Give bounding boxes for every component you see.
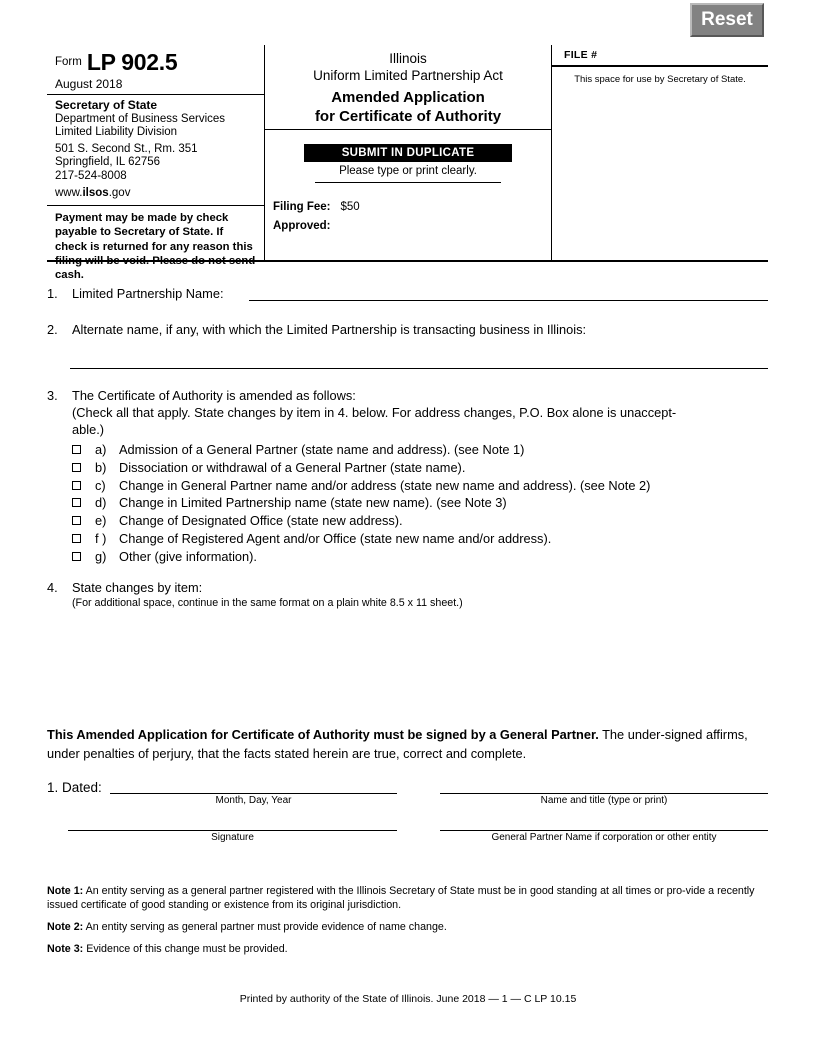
reset-button[interactable]: Reset — [690, 3, 764, 37]
filing-fee-label: Filing Fee: — [273, 201, 331, 213]
affirmation-statement — [47, 726, 768, 763]
affirmation-bold-text: This Amended Application for Certificate of Authority must be signed by a General Partner. — [47, 727, 599, 742]
note-3 — [47, 942, 768, 956]
item-2-number: 2. — [47, 322, 58, 337]
header-title-column — [265, 45, 552, 260]
website-domain: ilsos — [82, 186, 109, 199]
choice-text-e: Change of Designated Office (state new address). — [119, 513, 403, 529]
item-3 — [47, 388, 768, 566]
choice-letter-b: b) — [95, 459, 107, 475]
choice-letter-c: c) — [95, 477, 106, 493]
choice-row-e[interactable] — [72, 512, 768, 530]
title-underline — [315, 182, 501, 183]
dated-input-line[interactable] — [110, 793, 397, 794]
file-number-label: FILE # — [564, 49, 598, 61]
note-1-label: Note 1: — [47, 885, 84, 897]
checkbox-g[interactable] — [72, 552, 81, 561]
item-1 — [47, 286, 224, 301]
payment-notice: Payment may be made by check payable to Secretary of State. If check is returned for any reason this filing will be void. Please do not send cash. — [55, 212, 256, 281]
note-1-text: An entity serving as a general partner registered with the Illinois Secretary of State must be in good standing at all times or pro-vide a recently issued certificate of good standing or existence from its original jurisdiction. — [47, 885, 755, 911]
note-2-label: Note 2: — [47, 921, 84, 933]
filing-fee-row — [273, 201, 551, 213]
note-1 — [47, 884, 768, 912]
approved-label: Approved: — [273, 220, 331, 232]
item-4-text-area[interactable] — [70, 618, 768, 713]
website-url — [55, 187, 264, 201]
signature-label: Signature — [211, 832, 254, 843]
choice-letter-a: a) — [95, 442, 107, 457]
notes-section — [47, 884, 768, 964]
name-title-input-line[interactable] — [440, 793, 768, 794]
choice-text-b: Dissociation or withdrawal of a General Partner (state name). — [119, 459, 466, 475]
city-state-zip: Springfield, IL 62756 — [55, 156, 161, 169]
choice-text-a: Admission of a General Partner (state name and address). (see Note 1) — [119, 442, 525, 457]
website-prefix: www. — [55, 186, 83, 199]
header-title-box — [265, 45, 551, 130]
division-name: Limited Liability Division — [55, 126, 178, 139]
form-revision-date: August 2018 — [55, 77, 123, 91]
checkbox-c[interactable] — [72, 481, 81, 490]
item-2 — [47, 322, 586, 337]
name-and-title-label: Name and title (type or print) — [540, 795, 668, 806]
note-3-label: Note 3: — [47, 943, 84, 955]
item-3-instruction-line1: (Check all that apply. State changes by item in 4. below. For address changes, P.O. Box alone is unaccept- — [72, 405, 677, 420]
item-3-choice-list — [72, 441, 768, 566]
choice-letter-f: f ) — [95, 530, 107, 546]
form-title-line1: Amended Application — [331, 89, 485, 106]
checkbox-e[interactable] — [72, 516, 81, 525]
submit-in-duplicate-banner: SUBMIT IN DUPLICATE — [304, 144, 512, 162]
choice-row-c[interactable] — [72, 477, 768, 495]
choice-letter-g: g) — [95, 548, 107, 564]
street-address: 501 S. Second St., Rm. 351 — [55, 142, 198, 155]
item-1-label: Limited Partnership Name: — [72, 286, 224, 301]
agency-address-block — [47, 95, 264, 200]
item-4 — [47, 580, 768, 609]
choice-letter-e: e) — [95, 513, 107, 529]
secretary-of-state-title: Secretary of State — [55, 98, 158, 112]
form-code: LP 902.5 — [86, 49, 178, 75]
choice-text-d: Change in Limited Partnership name (state new name). (see Note 3) — [119, 495, 507, 511]
page-footer: Printed by authority of the State of Illinois. June 2018 — 1 — C LP 10.15 — [239, 993, 577, 1005]
checkbox-d[interactable] — [72, 498, 81, 507]
act-name: Uniform Limited Partnership Act — [313, 68, 503, 83]
item-3-number: 3. — [47, 388, 58, 403]
form-title-line2: for Certificate of Authority — [314, 108, 502, 125]
choice-text-g: Other (give information). — [119, 548, 257, 564]
website-suffix: .gov — [108, 186, 131, 199]
gp-name-input-line[interactable] — [440, 830, 768, 831]
choice-row-d[interactable] — [72, 494, 768, 512]
form-number-line — [47, 45, 264, 76]
dated-label: 1. Dated: — [47, 780, 102, 795]
item-4-label: State changes by item: — [72, 580, 203, 595]
checkbox-a[interactable] — [72, 445, 81, 454]
month-day-year-label: Month, Day, Year — [215, 795, 292, 806]
choice-row-b[interactable] — [72, 459, 768, 477]
checkbox-f[interactable] — [72, 534, 81, 543]
phone-number: 217-524-8008 — [55, 169, 127, 182]
choice-row-a[interactable] — [72, 441, 768, 459]
choice-text-c: Change in General Partner name and/or address (state new name and address). (see Note 2) — [119, 477, 651, 493]
print-clearly-note: Please type or print clearly. — [339, 165, 477, 177]
choice-letter-d: d) — [95, 495, 107, 511]
form-header — [47, 45, 768, 281]
department-name: Department of Business Services — [55, 112, 226, 125]
item-3-label: The Certificate of Authority is amended as follows: — [72, 388, 356, 403]
choice-text-f: Change of Registered Agent and/or Office (state new name and/or address). — [119, 530, 552, 546]
item-1-input-line[interactable] — [249, 300, 768, 301]
signature-input-line[interactable] — [68, 830, 397, 831]
choice-row-g[interactable] — [72, 548, 768, 566]
item-3-instruction-line2: able.) — [72, 421, 105, 437]
item-4-instruction: (For additional space, continue in the same format on a plain white 8.5 x 11 sheet.) — [72, 597, 463, 609]
checkbox-b[interactable] — [72, 463, 81, 472]
form-word-label: Form — [55, 56, 82, 68]
filing-fee-value: $50 — [340, 201, 360, 213]
item-1-number: 1. — [47, 286, 58, 301]
state-name: Illinois — [389, 51, 427, 66]
sos-use-only-note: This space for use by Secretary of State. — [574, 74, 746, 85]
item-4-number: 4. — [47, 580, 58, 595]
item-2-input-line[interactable] — [70, 368, 768, 369]
affirmation-rest-text: The under-signed affirms, under penalties of perjury, that the facts stated herein are true, correct and complete. — [47, 727, 748, 761]
header-agency-column — [47, 45, 265, 281]
header-file-column — [552, 45, 768, 260]
choice-row-f[interactable] — [72, 530, 768, 548]
note-3-text: Evidence of this change must be provided. — [83, 943, 288, 955]
note-2-text: An entity serving as general partner must provide evidence of name change. — [83, 921, 447, 933]
item-2-label: Alternate name, if any, with which the Limited Partnership is transacting business in Illinois: — [72, 322, 587, 337]
general-partner-name-label: General Partner Name if corporation or other entity — [491, 832, 717, 843]
note-2 — [47, 920, 768, 934]
